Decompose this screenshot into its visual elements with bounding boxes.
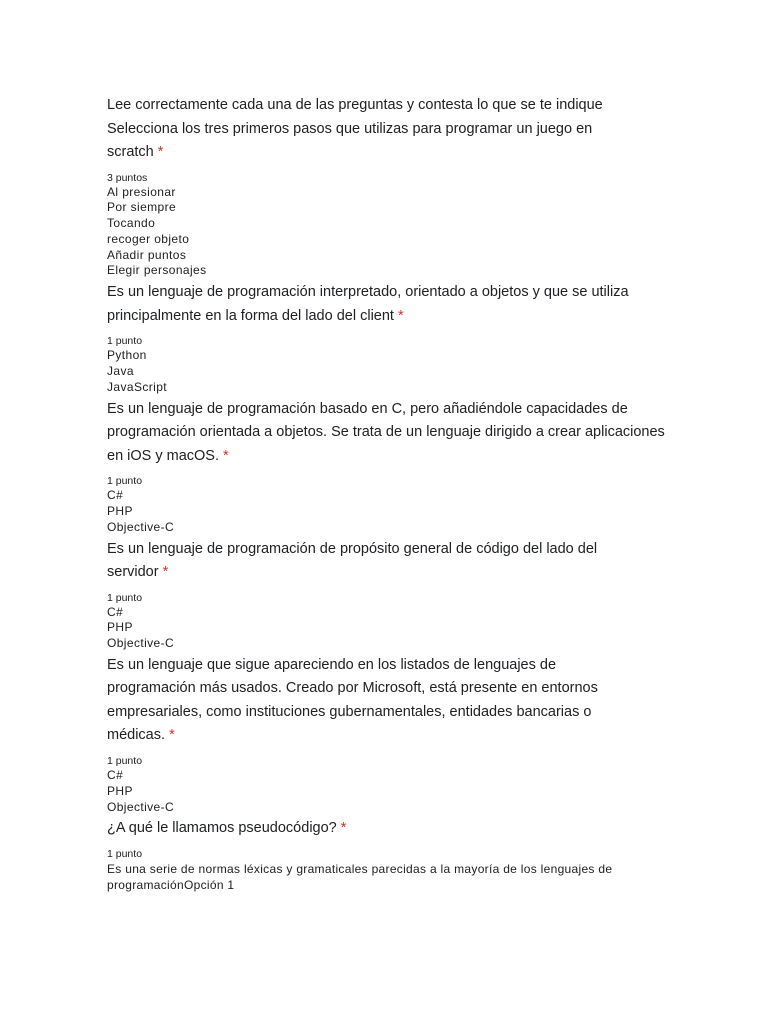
quiz-document: [107, 94, 667, 893]
question-2-option-3[interactable]: JavaScript: [107, 379, 168, 394]
question-1: [107, 118, 667, 280]
question-6-option-1[interactable]: Es una serie de normas léxicas y gramaticales parecidas a la mayoría de los lenguajes de programaciónOpción 1: [107, 861, 613, 892]
question-text: [107, 654, 637, 748]
question-text: [107, 118, 637, 165]
required-marker: *: [157, 144, 164, 160]
question-5: [107, 654, 667, 815]
question-6-text: ¿A qué le llamamos pseudocódigo?: [107, 820, 337, 837]
quiz-instructions: Lee correctamente cada una de las preguntas y contesta lo que se te indique: [107, 97, 603, 113]
question-6-points: 1 punto: [107, 847, 143, 860]
question-4-option-1[interactable]: C#: [107, 604, 124, 619]
question-4-option-3[interactable]: Objective-C: [107, 636, 175, 651]
question-4-text: Es un lenguaje de programación de propósito general de código del lado del servidor: [107, 540, 598, 581]
question-4: [107, 538, 667, 652]
question-2-option-1[interactable]: Python: [107, 348, 147, 363]
question-3-option-2[interactable]: PHP: [107, 503, 133, 518]
question-4-option-2[interactable]: PHP: [107, 620, 133, 635]
question-2-points: 1 punto: [107, 335, 143, 348]
question-6: [107, 817, 667, 893]
question-text: [107, 538, 647, 585]
question-text: [107, 398, 667, 469]
required-marker: *: [340, 820, 347, 837]
question-5-option-1[interactable]: C#: [107, 767, 124, 782]
question-3-option-1[interactable]: C#: [107, 488, 124, 503]
required-marker: *: [169, 727, 175, 744]
question-4-points: 1 punto: [107, 591, 143, 604]
question-1-option-3[interactable]: Tocando: [107, 216, 156, 231]
question-3: [107, 398, 667, 536]
question-3-text: Es un lenguaje de programación basado en C, pero añadiéndole capacidades de programación orientada a objetos. Se trata de un lenguaje dirigido a crear aplicaciones en iOS y macOS.: [107, 400, 665, 464]
question-2: [107, 281, 667, 395]
question-1-option-1[interactable]: Al presionar: [107, 184, 176, 199]
required-marker: *: [223, 447, 229, 464]
question-1-option-6[interactable]: Elegir personajes: [107, 263, 207, 278]
question-text: [107, 817, 667, 841]
question-5-text: Es un lenguaje que sigue apareciendo en los listados de lenguajes de programación más usados. Creado por Microsoft, está presente en entornos empresariales, como instituciones gubernamentales, entidades bancarias o médicas.: [107, 656, 598, 744]
question-2-text: Es un lenguaje de programación interpretado, orientado a objetos y que se utiliza principalmente en la forma del lado del client: [107, 284, 629, 324]
question-5-option-3[interactable]: Objective-C: [107, 799, 175, 814]
question-3-option-3[interactable]: Objective-C: [107, 519, 175, 534]
question-1-option-5[interactable]: Añadir puntos: [107, 247, 187, 262]
required-marker: *: [162, 564, 169, 581]
question-text: [107, 281, 667, 328]
question-5-points: 1 punto: [107, 754, 143, 767]
question-5-option-2[interactable]: PHP: [107, 783, 133, 798]
question-1-option-4[interactable]: recoger objeto: [107, 231, 190, 246]
question-1-points: 3 puntos: [107, 171, 148, 184]
question-3-points: 1 punto: [107, 475, 143, 488]
required-marker: *: [397, 307, 404, 324]
question-1-text: Selecciona los tres primeros pasos que utilizas para programar un juego en scratch: [107, 120, 593, 160]
question-1-option-2[interactable]: Por siempre: [107, 200, 177, 215]
question-2-option-2[interactable]: Java: [107, 364, 134, 379]
